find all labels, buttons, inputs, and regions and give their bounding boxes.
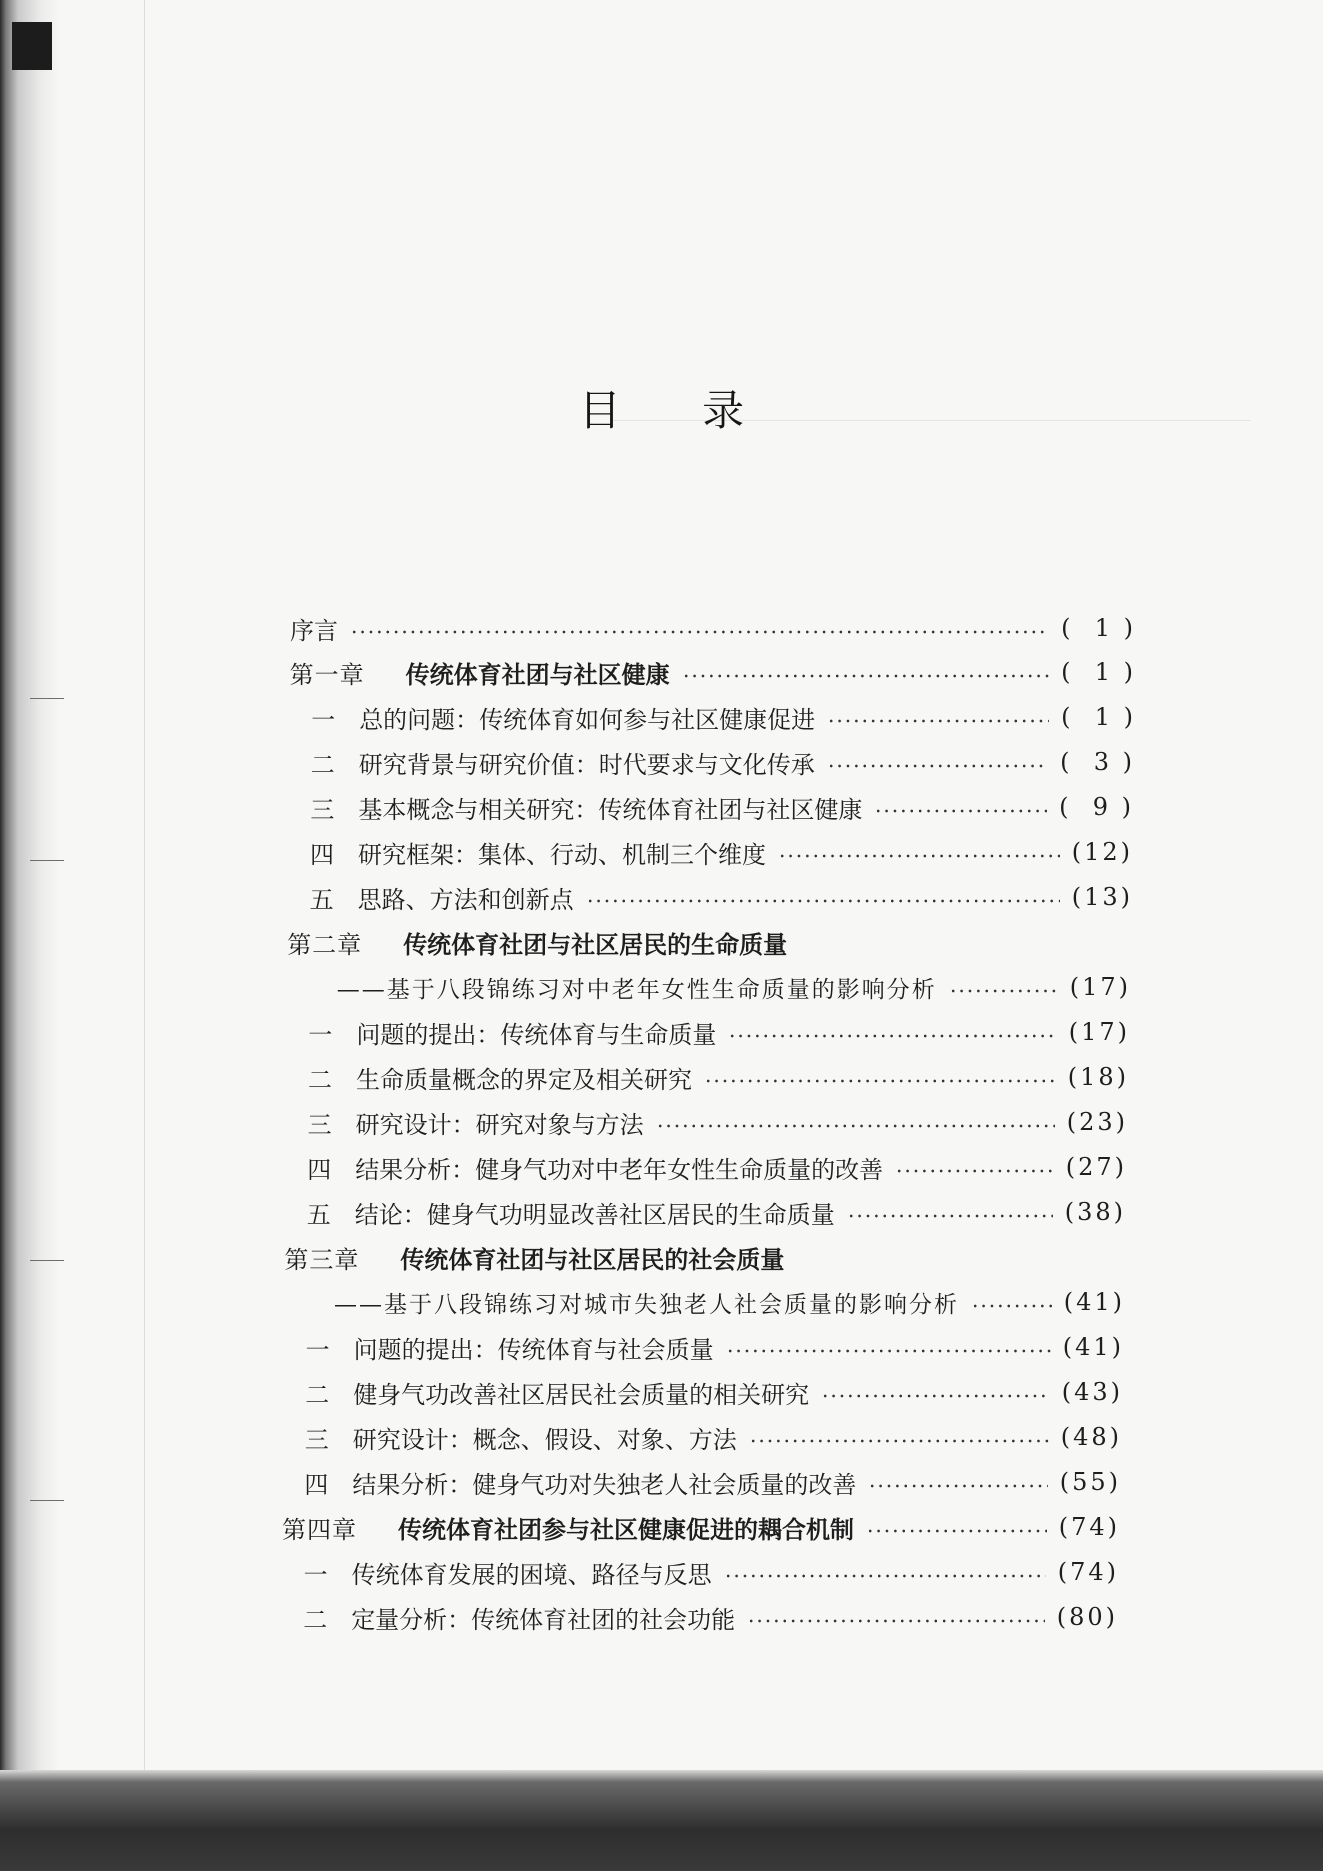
leader-dots [704, 1078, 1056, 1084]
leader-dots [724, 1573, 1046, 1579]
entry-title: ——基于八段锦练习对中老年女性生命质量的影响分析 [336, 976, 937, 1003]
toc-section[interactable] [304, 1552, 1119, 1592]
section-number: 一 [305, 1335, 330, 1364]
leader-dots [682, 673, 1050, 679]
section-number: 一 [311, 705, 336, 734]
margin-tick [30, 1500, 64, 1501]
toc-section[interactable] [305, 1417, 1122, 1457]
page-number: ( 3 ) [1060, 748, 1135, 776]
leader-dots [868, 1483, 1047, 1489]
section-number: 四 [310, 840, 334, 869]
entry-title: 传统体育发展的困境、路径与反思 [351, 1560, 712, 1589]
toc-section[interactable] [310, 832, 1133, 872]
page-number: (74) [1058, 1513, 1120, 1541]
toc-chapter[interactable] [287, 922, 1130, 962]
entry-title: 问题的提出：传统体育与生命质量 [356, 1020, 717, 1049]
entry-title: 研究设计：概念、假设、对象、方法 [352, 1425, 737, 1454]
page-number: (12) [1071, 838, 1133, 866]
page-title: 目 录 [578, 386, 779, 435]
leader-dots [656, 1123, 1055, 1129]
page-number: (80) [1056, 1603, 1118, 1631]
toc-section[interactable] [310, 787, 1134, 827]
section-number: 一 [308, 1020, 333, 1049]
leader-dots [895, 1168, 1054, 1174]
leader-dots [747, 1618, 1045, 1624]
leader-dots [866, 1528, 1047, 1534]
chapter-number: 第四章 [282, 1515, 357, 1544]
toc-section[interactable] [311, 697, 1136, 737]
page-number: (23) [1066, 1108, 1128, 1136]
page-number: ( 1 ) [1061, 614, 1136, 642]
entry-title: 总的问题：传统体育如何参与社区健康促进 [359, 705, 816, 734]
leader-dots [827, 718, 1049, 724]
toc-section[interactable] [305, 1372, 1123, 1412]
page-number: ( 1 ) [1061, 703, 1136, 731]
section-number: 四 [307, 1155, 332, 1184]
leader-dots [728, 1033, 1056, 1039]
section-number: 二 [308, 1065, 332, 1094]
page-number: (13) [1071, 883, 1133, 911]
leader-dots [586, 898, 1060, 904]
toc-subtitle[interactable] [337, 967, 1131, 1007]
page-number: (74) [1057, 1558, 1119, 1586]
section-number: 二 [303, 1605, 328, 1634]
toc-chapter[interactable] [290, 652, 1136, 692]
leader-dots [350, 629, 1049, 635]
toc-section[interactable] [307, 1147, 1127, 1187]
scan-shadow-left [0, 0, 60, 1871]
section-number: 五 [309, 885, 334, 914]
page-number: (41) [1062, 1333, 1124, 1361]
chapter-number: 第一章 [289, 660, 365, 689]
entry-title: 定量分析：传统体育社团的社会功能 [351, 1605, 736, 1634]
leader-dots [847, 1213, 1053, 1219]
toc-section[interactable] [308, 1012, 1130, 1052]
entry-title: 基本概念与相关研究：传统体育社团与社区健康 [358, 795, 863, 824]
toc-chapter[interactable] [284, 1237, 1130, 1277]
entry-title: 传统体育社团与社区居民的社会质量 [400, 1245, 785, 1274]
page-number: (18) [1067, 1063, 1129, 1091]
leader-dots [821, 1393, 1050, 1399]
entry-title: 传统体育社团与社区居民的生命质量 [403, 930, 788, 959]
entry-title: ——基于八段锦练习对城市失独老人社会质量的影响分析 [334, 1291, 959, 1318]
toc-section[interactable] [308, 1057, 1129, 1097]
page-number: (27) [1065, 1153, 1127, 1181]
toc-section[interactable] [307, 1192, 1126, 1232]
page-number: (41) [1063, 1288, 1125, 1316]
entry-title: 结论：健身气功明显改善社区居民的生命质量 [354, 1200, 835, 1229]
leader-dots [778, 853, 1060, 859]
entry-title: 研究设计：研究对象与方法 [355, 1110, 644, 1139]
toc-section[interactable] [306, 1327, 1124, 1367]
scan-shadow-bottom [0, 1770, 1323, 1871]
leader-dots [971, 1303, 1052, 1309]
entry-title: 生命质量概念的界定及相关研究 [356, 1065, 692, 1094]
toc-section[interactable] [308, 1102, 1128, 1142]
leader-dots [749, 1438, 1049, 1444]
spine-line [144, 0, 145, 1770]
entry-title: 研究框架：集体、行动、机制三个维度 [358, 840, 766, 869]
leader-dots [726, 1348, 1051, 1354]
entry-title: 序言 [290, 616, 338, 645]
chapter-number: 第三章 [284, 1245, 360, 1274]
toc-subtitle[interactable] [334, 1282, 1125, 1322]
toc-chapter[interactable] [282, 1507, 1120, 1547]
section-number: 二 [310, 750, 335, 779]
margin-tick [30, 1260, 64, 1261]
section-number: 三 [307, 1110, 332, 1139]
toc-section[interactable] [311, 742, 1135, 782]
chapter-number: 第二章 [287, 930, 363, 959]
scan-corner-mark [12, 22, 52, 70]
entry-title: 结果分析：健身气功对中老年女性生命质量的改善 [355, 1155, 884, 1184]
leader-dots [949, 988, 1058, 994]
leader-dots [874, 808, 1047, 814]
section-number: 三 [304, 1425, 329, 1454]
margin-tick [30, 698, 64, 699]
section-number: 一 [303, 1560, 328, 1589]
entry-title: 传统体育社团参与社区健康促进的耦合机制 [398, 1515, 854, 1544]
entry-title: 思路、方法和创新点 [357, 885, 574, 914]
section-number: 四 [304, 1470, 329, 1499]
page-number: (17) [1069, 973, 1131, 1001]
entry-title: 传统体育社团与社区健康 [405, 660, 670, 689]
entry-title: 健身气功改善社区居民社会质量的相关研究 [353, 1380, 810, 1409]
toc-section[interactable] [310, 877, 1133, 917]
page-number: (48) [1060, 1423, 1122, 1451]
section-number: 三 [310, 795, 335, 824]
entry-title: 研究背景与研究价值：时代要求与文化传承 [358, 750, 815, 779]
page-number: (43) [1061, 1378, 1123, 1406]
page-number: (17) [1068, 1018, 1130, 1046]
page-number: (38) [1064, 1198, 1126, 1226]
toc-section[interactable] [304, 1462, 1121, 1502]
toc-section[interactable] [303, 1597, 1118, 1637]
margin-tick [30, 860, 64, 861]
page-number: ( 9 ) [1059, 793, 1134, 821]
toc-front[interactable] [290, 608, 1136, 648]
section-number: 二 [305, 1380, 330, 1409]
page-number: ( 1 ) [1061, 658, 1136, 686]
section-number: 五 [306, 1200, 331, 1229]
leader-dots [827, 763, 1048, 769]
page-number: (55) [1059, 1468, 1121, 1496]
entry-title: 问题的提出：传统体育与社会质量 [353, 1335, 714, 1364]
entry-title: 结果分析：健身气功对失独老人社会质量的改善 [352, 1470, 857, 1499]
